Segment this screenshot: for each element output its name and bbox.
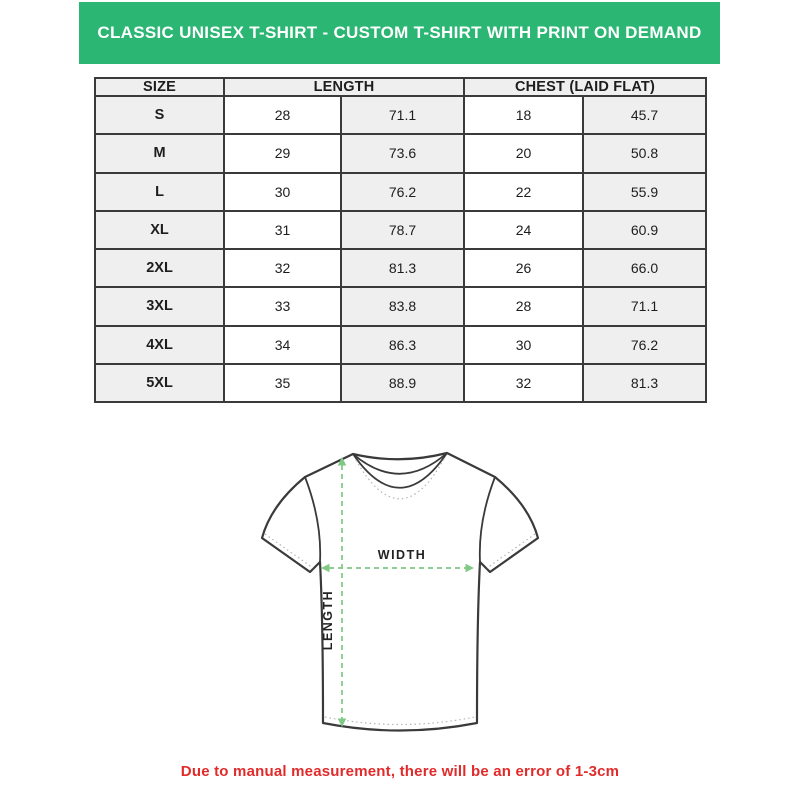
length-cm-cell: 83.8 [341,287,464,325]
column-header-size: SIZE [95,78,224,96]
length-cm-cell: 88.9 [341,364,464,402]
length-in-cell: 30 [224,173,341,211]
size-cell: S [95,96,224,134]
table-row [95,364,706,402]
tshirt-outline [262,453,538,731]
chest-in-cell: 28 [464,287,583,325]
chest-in-cell: 22 [464,173,583,211]
chest-cm-cell: 71.1 [583,287,706,325]
length-cm-cell: 71.1 [341,96,464,134]
chest-cm-cell: 81.3 [583,364,706,402]
chest-cm-cell: 60.9 [583,211,706,249]
chest-in-cell: 24 [464,211,583,249]
length-cm-cell: 86.3 [341,326,464,364]
width-label: WIDTH [377,548,427,562]
table-row [95,249,706,287]
length-in-cell: 33 [224,287,341,325]
size-chart [94,77,707,403]
length-in-cell: 31 [224,211,341,249]
length-cm-cell: 81.3 [341,249,464,287]
chest-in-cell: 20 [464,134,583,172]
chest-in-cell: 30 [464,326,583,364]
chest-in-cell: 32 [464,364,583,402]
table-row [95,326,706,364]
chest-cm-cell: 50.8 [583,134,706,172]
table-row [95,134,706,172]
size-cell: M [95,134,224,172]
table-row [95,96,706,134]
size-cell: 2XL [95,249,224,287]
size-chart-body [95,96,706,402]
chest-in-cell: 18 [464,96,583,134]
size-cell: L [95,173,224,211]
length-label: LENGTH [321,589,335,651]
length-cm-cell: 76.2 [341,173,464,211]
table-row [95,287,706,325]
size-cell: 5XL [95,364,224,402]
size-cell: XL [95,211,224,249]
measurement-disclaimer: Due to manual measurement, there will be an error of 1-3cm [180,763,620,780]
length-in-cell: 28 [224,96,341,134]
table-row [95,173,706,211]
chest-cm-cell: 76.2 [583,326,706,364]
length-in-cell: 32 [224,249,341,287]
chest-cm-cell: 66.0 [583,249,706,287]
length-cm-cell: 78.7 [341,211,464,249]
length-in-cell: 35 [224,364,341,402]
length-in-cell: 29 [224,134,341,172]
size-cell: 4XL [95,326,224,364]
size-chart-table [94,77,707,403]
chest-cm-cell: 55.9 [583,173,706,211]
banner-title: CLASSIC UNISEX T-SHIRT - CUSTOM T-SHIRT WITH PRINT ON DEMAND [79,2,720,64]
chest-cm-cell: 45.7 [583,96,706,134]
table-header-row [95,78,706,96]
size-cell: 3XL [95,287,224,325]
table-row [95,211,706,249]
tshirt-diagram [255,445,545,745]
length-cm-cell: 73.6 [341,134,464,172]
column-header-length: LENGTH [224,78,464,96]
chest-in-cell: 26 [464,249,583,287]
column-header-chest: CHEST (LAID FLAT) [464,78,706,96]
length-in-cell: 34 [224,326,341,364]
